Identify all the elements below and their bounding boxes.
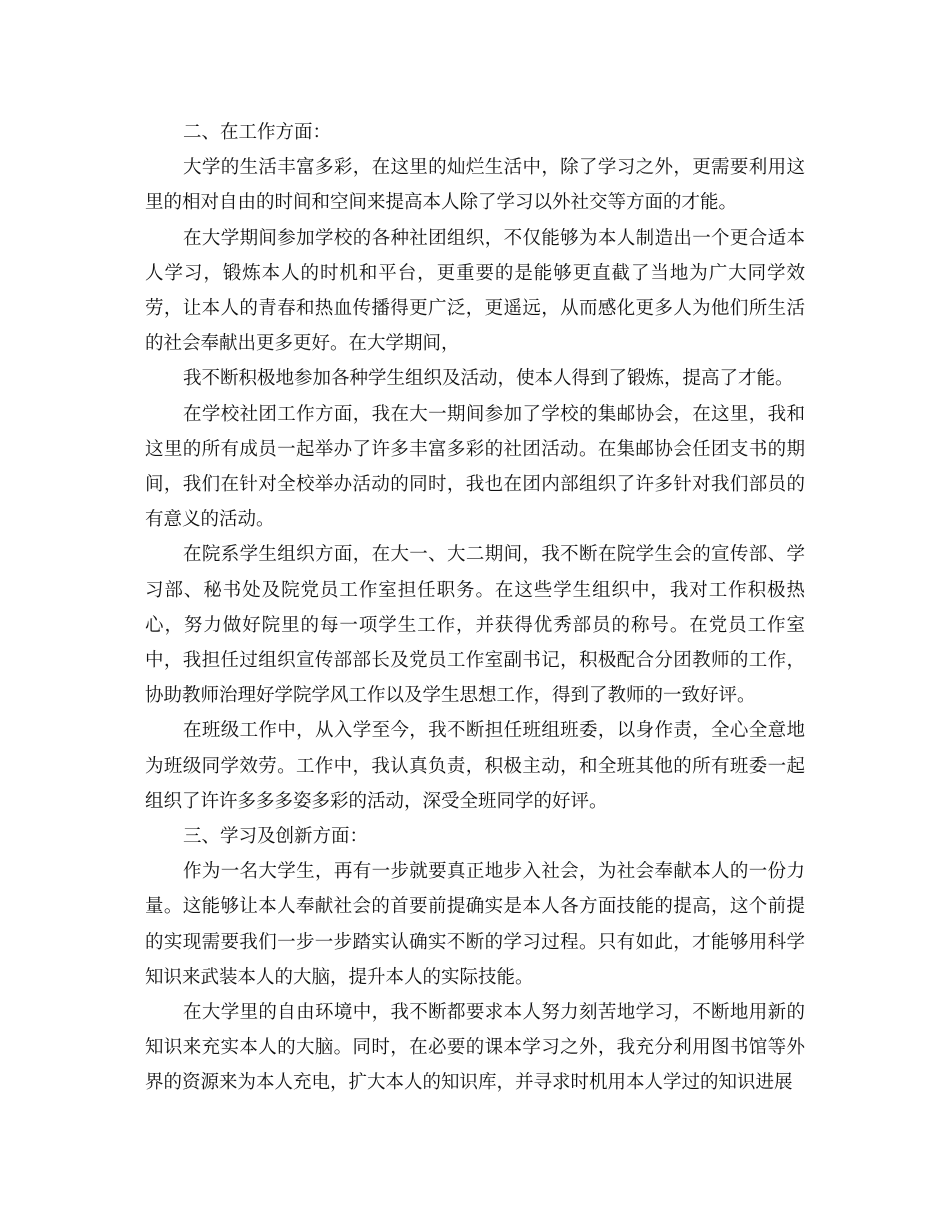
paragraph: 在学校社团工作方面，我在大一期间参加了学校的集邮协会，在这里，我和这里的所有成员一起举办了许多丰富多彩的社团活动。在集邮协会任团支书的期间，我们在针对全校举办活动的同时，我也在团内部组织了许多针对我们部员的有意义的活动。: [145, 403, 805, 531]
section-heading-study: 三、学习及创新方面：: [183, 826, 369, 848]
paragraph: 在大学里的自由环境中，我不断都要求本人努力刻苦地学习，不断地用新的知识来充实本人的大脑。同时，在必要的课本学习之外，我充分利用图书馆等外界的资源来为本人充电，扩大本人的知识库，并寻求时机用本人学过的知识进展: [145, 1002, 805, 1094]
paragraph: 作为一名大学生，再有一步就要真正地步入社会，为社会奉献本人的一份力量。这能够让本人奉献社会的首要前提确实是本人各方面技能的提高，这个前提的实现需要我们一步一步踏实认确实不断的学习过程。只有如此，才能够用科学知识来武装本人的大脑，提升本人的实际技能。: [145, 861, 805, 988]
document-page: [145, 115, 805, 1101]
paragraph: 在大学期间参加学校的各种社团组织，不仅能够为本人制造出一个更合适本人学习，锻炼本人的时机和平台，更重要的是能够更直截了当地为广大同学效劳，让本人的青春和热血传播得更广泛，更遥远，从而感化更多人为他们所生活的社会奉献出更多更好。在大学期间，: [145, 227, 805, 355]
paragraph: 在院系学生组织方面，在大一、大二期间，我不断在院学生会的宣传部、学习部、秘书处及院党员工作室担任职务。在这些学生组织中，我对工作积极热心，努力做好院里的每一项学生工作，并获得优秀部员的称号。在党员工作室中，我担任过组织宣传部部长及党员工作室副书记，积极配合分团教师的工作，协助教师治理好学院学风工作以及学生思想工作，得到了教师的一致好评。: [145, 544, 805, 707]
paragraph: 我不断积极地参加各种学生组织及活动，使本人得到了锻炼，提高了才能。: [183, 368, 794, 390]
section-heading-work: 二、在工作方面：: [183, 122, 332, 143]
paragraph: 大学的生活丰富多彩，在这里的灿烂生活中，除了学习之外，更需要利用这里的相对自由的时间和空间来提高本人除了学习以外社交等方面的才能。: [145, 157, 805, 214]
paragraph: 在班级工作中，从入学至今，我不断担任班组班委，以身作责，全心全意地为班级同学效劳。工作中，我认真负责，积极主动，和全班其他的所有班委一起组织了许许多多多姿多彩的活动，深受全班同学的好评。: [145, 720, 805, 812]
